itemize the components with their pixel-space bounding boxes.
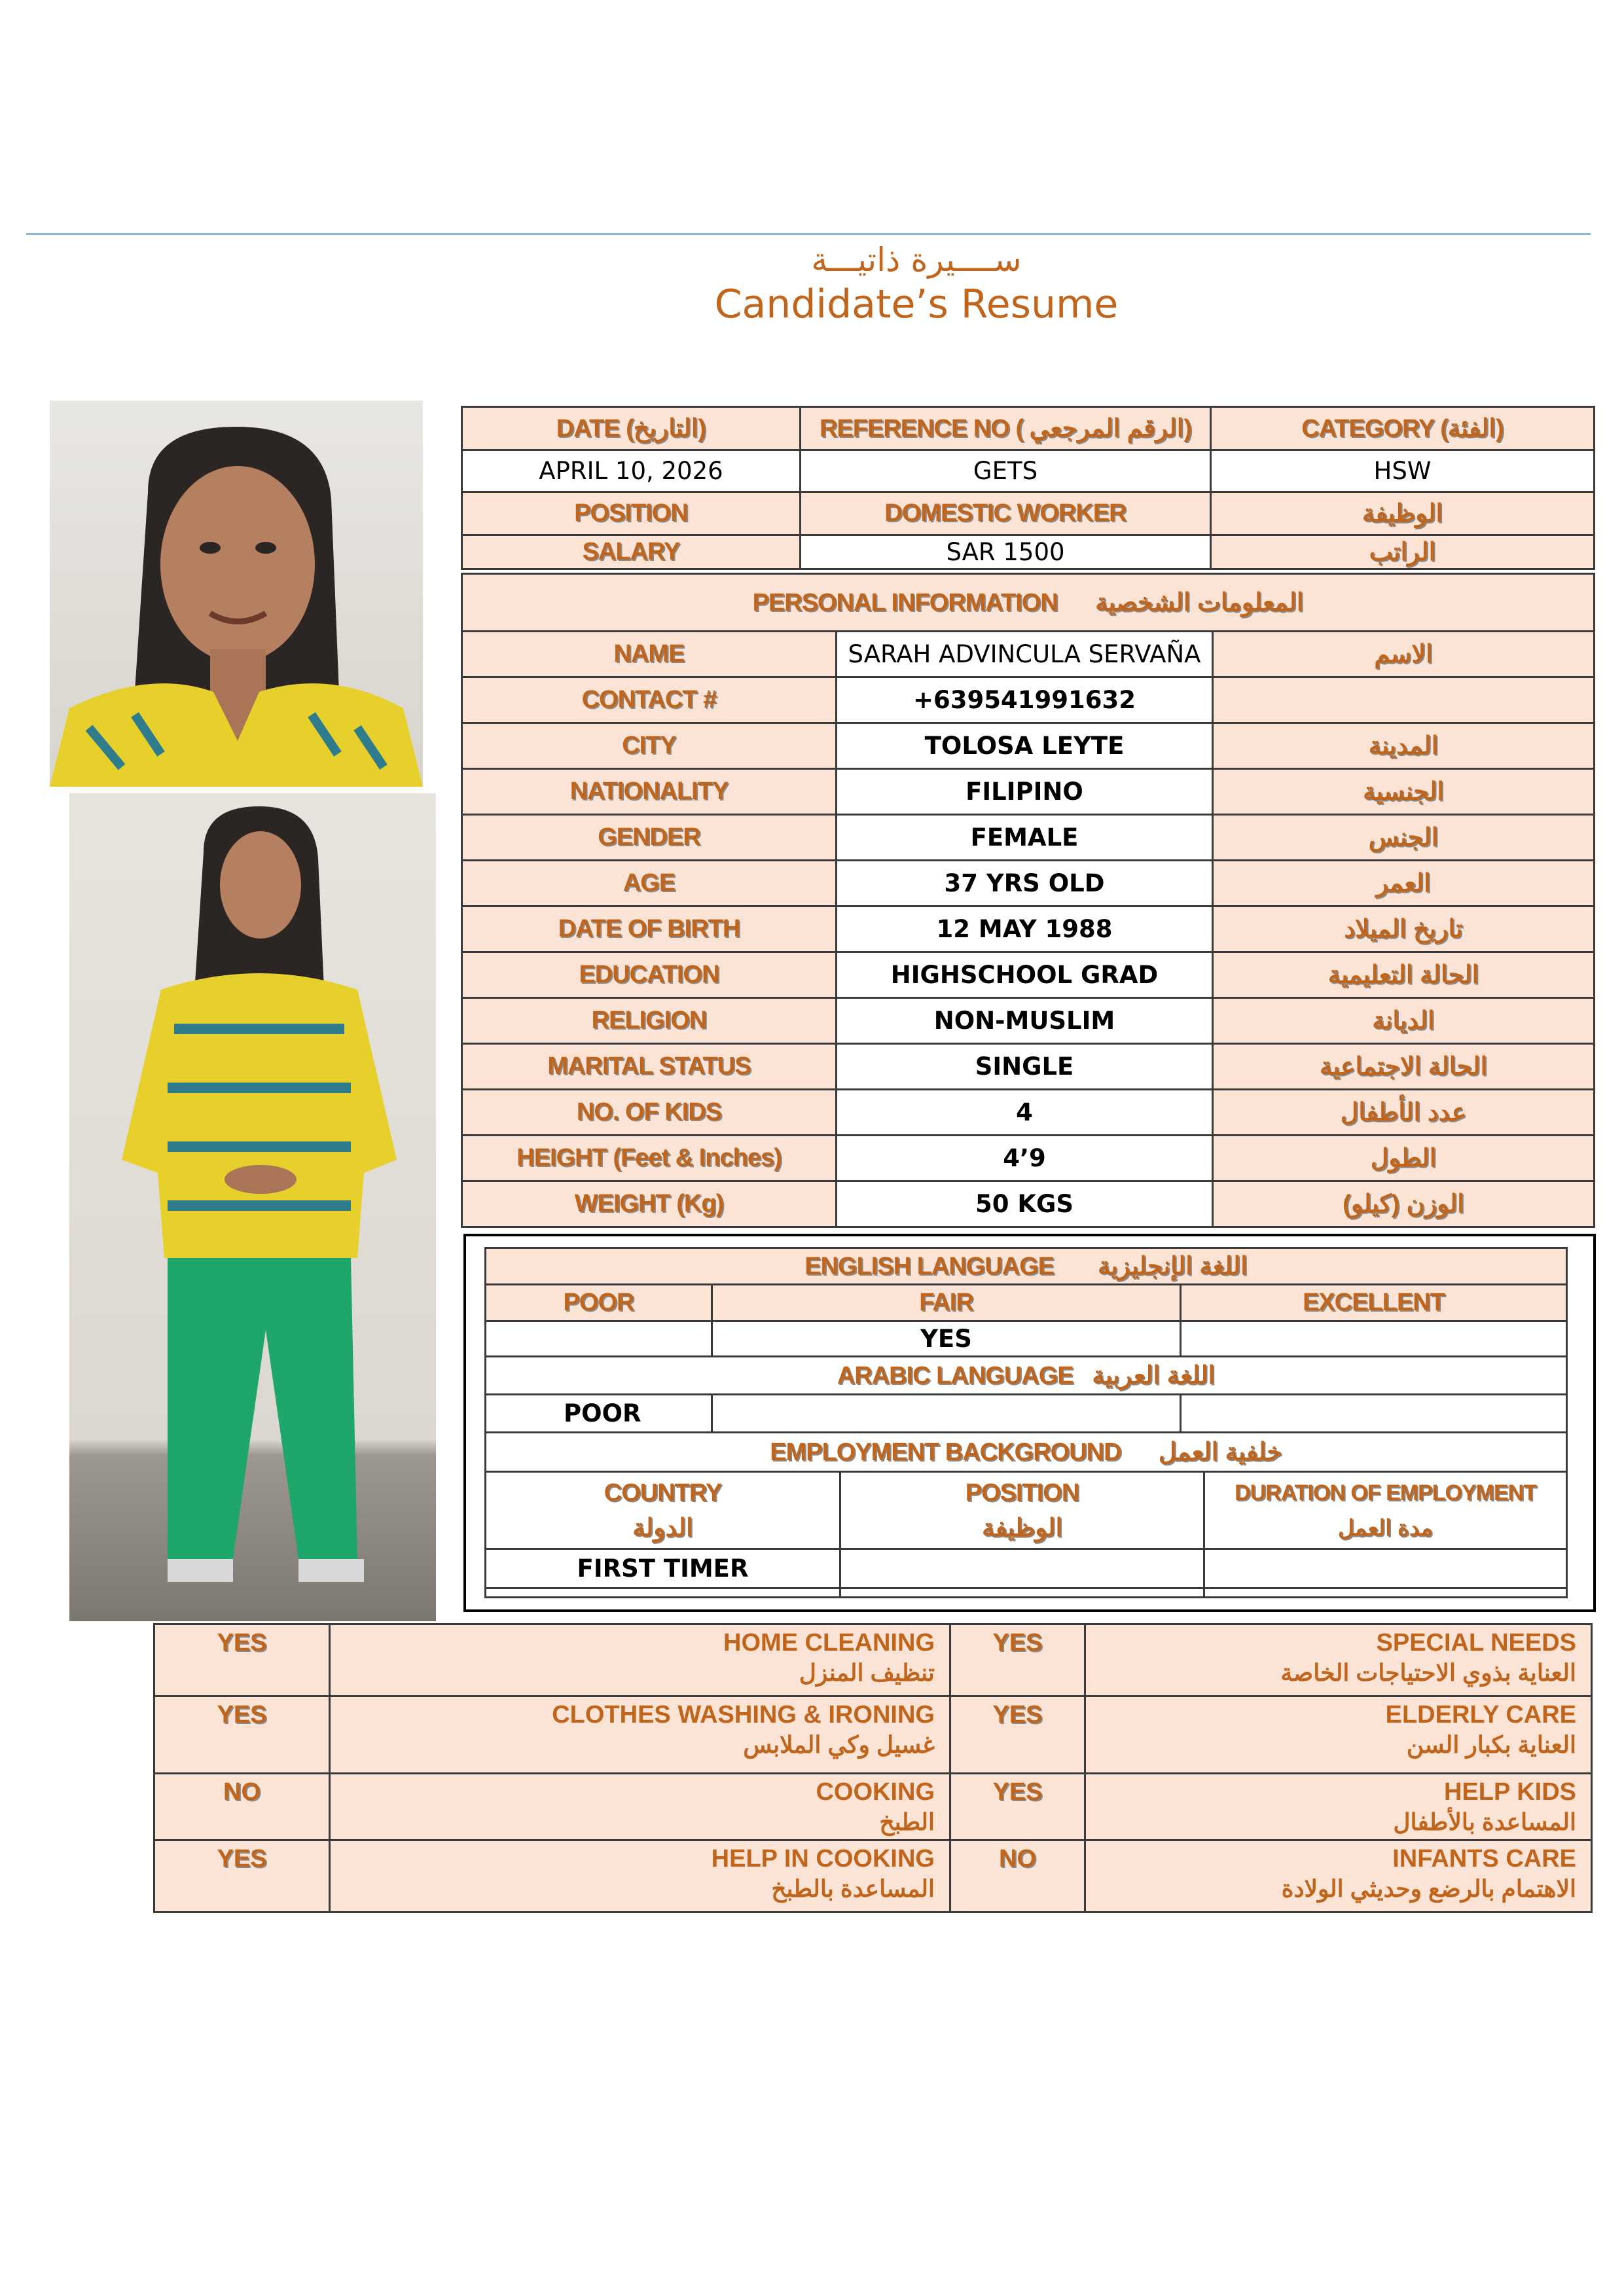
position-value: DOMESTIC WORKER	[801, 492, 1211, 535]
skill-infants-care	[1085, 1840, 1592, 1912]
arabic-fair-cell	[712, 1395, 1181, 1433]
age-value: 37 YRS OLD	[837, 861, 1213, 906]
summary-table	[461, 406, 1595, 570]
skill-cooking	[330, 1774, 950, 1840]
nationality-value: FILIPINO	[837, 769, 1213, 815]
skill-home-cleaning	[330, 1624, 950, 1696]
dob-label: DATE OF BIRTH	[462, 906, 837, 952]
nationality-label-ar: الجنسية	[1213, 769, 1595, 815]
level-fair: FAIR	[712, 1285, 1181, 1321]
gender-label: GENDER	[462, 815, 837, 861]
position-label: POSITION	[462, 492, 801, 535]
name-label-ar: الاسم	[1213, 632, 1595, 677]
header-rule	[26, 233, 1591, 235]
weight-value: 50 KGS	[837, 1181, 1213, 1227]
date-header: DATE (التاريخ)	[462, 407, 801, 450]
personal-information-table	[461, 573, 1595, 1228]
name-value: SARAH ADVINCULA SERVAÑA	[837, 632, 1213, 677]
dob-value: 12 MAY 1988	[837, 906, 1213, 952]
candidate-full-body-photo	[69, 793, 436, 1621]
skill-answer: YES	[950, 1624, 1085, 1696]
arabic-language-title	[486, 1357, 1567, 1395]
position-header-en: POSITION	[965, 1479, 1079, 1507]
level-poor: POOR	[486, 1285, 712, 1321]
employment-title-ar: خلفية العمل	[1158, 1439, 1282, 1466]
candidate-portrait-photo	[50, 401, 423, 787]
age-label-ar: العمر	[1213, 861, 1595, 906]
age-label: AGE	[462, 861, 837, 906]
duration-header	[1204, 1472, 1567, 1549]
skill-label-ar: المساعدة بالأطفال	[1393, 1808, 1576, 1835]
employment-spacer-cell-1	[486, 1588, 840, 1598]
country-header-ar: الدولة	[632, 1514, 693, 1542]
reference-header: REFERENCE NO ( الرقم المرجعي)	[801, 407, 1211, 450]
skill-label-en: INFANTS CARE	[1392, 1845, 1576, 1873]
contact-label-ar	[1213, 677, 1595, 723]
skill-answer: YES	[950, 1774, 1085, 1840]
city-label: CITY	[462, 723, 837, 769]
skill-label-ar: الاهتمام بالرضع وحديثي الولادة	[1281, 1875, 1576, 1902]
skill-label-en: HELP IN COOKING	[711, 1845, 935, 1873]
skills-table	[153, 1623, 1593, 1913]
skill-answer: YES	[154, 1840, 330, 1912]
city-label-ar: المدينة	[1213, 723, 1595, 769]
position-header-ar: الوظيفة	[981, 1514, 1063, 1542]
religion-value: NON-MUSLIM	[837, 998, 1213, 1044]
english-excellent-cell	[1181, 1321, 1567, 1357]
skill-label-en: COOKING	[816, 1778, 935, 1806]
duration-header-en: DURATION OF EMPLOYMENT	[1235, 1480, 1536, 1505]
employment-country-cell: FIRST TIMER	[486, 1549, 840, 1588]
skill-label-ar: المساعدة بالطبخ	[771, 1875, 935, 1902]
personal-title-ar: المعلومات الشخصية	[1095, 589, 1304, 617]
arabic-title-ar: اللغة العربية	[1092, 1362, 1216, 1390]
marital-status-value: SINGLE	[837, 1044, 1213, 1090]
level-excellent: EXCELLENT	[1181, 1285, 1567, 1321]
marital-status-label: MARITAL STATUS	[462, 1044, 837, 1090]
skill-label-en: HELP KIDS	[1443, 1778, 1576, 1806]
city-value: TOLOSA LEYTE	[837, 723, 1213, 769]
date-value: APRIL 10, 2026	[462, 450, 801, 492]
contact-value: +639541991632	[837, 677, 1213, 723]
arabic-level-value: POOR	[486, 1395, 712, 1433]
skill-answer: YES	[950, 1696, 1085, 1774]
dob-label-ar: تاريخ الميلاد	[1213, 906, 1595, 952]
arabic-excellent-cell	[1181, 1395, 1567, 1433]
skill-label-en: ELDERLY CARE	[1385, 1701, 1576, 1729]
height-label-ar: الطول	[1213, 1136, 1595, 1181]
personal-title-en: PERSONAL INFORMATION	[752, 589, 1058, 617]
skill-help-in-cooking	[330, 1840, 950, 1912]
title-arabic: ســــيرة ذاتيـــة	[811, 241, 1022, 279]
kids-value: 4	[837, 1090, 1213, 1136]
education-label: EDUCATION	[462, 952, 837, 998]
title-english: Candidate’s Resume	[714, 281, 1119, 327]
english-poor-cell	[486, 1321, 712, 1357]
skill-label-ar: غسيل وكي الملابس	[743, 1731, 935, 1758]
skill-answer: YES	[154, 1624, 330, 1696]
reference-value: GETS	[801, 450, 1211, 492]
nationality-label: NATIONALITY	[462, 769, 837, 815]
skill-clothes-washing	[330, 1696, 950, 1774]
english-language-title	[486, 1248, 1567, 1285]
religion-label-ar: الديانة	[1213, 998, 1595, 1044]
english-fair-cell: YES	[712, 1321, 1181, 1357]
duration-header-ar: مدة العمل	[1338, 1515, 1433, 1541]
weight-label-ar: الوزن (كيلو)	[1213, 1181, 1595, 1227]
education-label-ar: الحالة التعليمية	[1213, 952, 1595, 998]
gender-value: FEMALE	[837, 815, 1213, 861]
salary-label: SALARY	[462, 535, 801, 569]
skill-help-kids	[1085, 1774, 1592, 1840]
employment-duration-cell	[1204, 1549, 1567, 1588]
height-value: 4’9	[837, 1136, 1213, 1181]
skill-answer: NO	[154, 1774, 330, 1840]
skill-label-ar: الطبخ	[879, 1808, 935, 1835]
skill-label-en: HOME CLEANING	[723, 1629, 935, 1657]
weight-label: WEIGHT (Kg)	[462, 1181, 837, 1227]
category-header: CATEGORY (الفئة)	[1211, 407, 1595, 450]
personal-information-title	[462, 574, 1595, 632]
skill-label-ar: تنظيف المنزل	[799, 1659, 935, 1686]
height-label: HEIGHT (Feet & Inches)	[462, 1136, 837, 1181]
english-title-en: ENGLISH LANGUAGE	[804, 1253, 1055, 1280]
skill-label-en: SPECIAL NEEDS	[1376, 1629, 1576, 1657]
category-value: HSW	[1211, 450, 1595, 492]
employment-title-en: EMPLOYMENT BACKGROUND	[770, 1439, 1121, 1466]
contact-label: CONTACT #	[462, 677, 837, 723]
gender-label-ar: الجنس	[1213, 815, 1595, 861]
marital-status-label-ar: الحالة الاجتماعية	[1213, 1044, 1595, 1090]
salary-value: SAR 1500	[801, 535, 1211, 569]
position-header	[840, 1472, 1204, 1549]
skill-label-ar: العناية بذوي الاحتياجات الخاصة	[1280, 1659, 1576, 1686]
education-value: HIGHSCHOOL GRAD	[837, 952, 1213, 998]
english-title-ar: اللغة الإنجليزية	[1098, 1253, 1248, 1280]
skill-label-ar: العناية بكبار السن	[1406, 1731, 1576, 1758]
position-label-ar: الوظيفة	[1211, 492, 1595, 535]
skill-label-en: CLOTHES WASHING & IRONING	[552, 1701, 935, 1729]
skill-special-needs	[1085, 1624, 1592, 1696]
country-header	[486, 1472, 840, 1549]
kids-label: NO. OF KIDS	[462, 1090, 837, 1136]
skill-elderly-care	[1085, 1696, 1592, 1774]
employment-spacer-cell-2	[840, 1588, 1204, 1598]
employment-position-cell	[840, 1549, 1204, 1588]
skill-answer: YES	[154, 1696, 330, 1774]
employment-spacer-cell-3	[1204, 1588, 1567, 1598]
kids-label-ar: عدد الأطفال	[1213, 1090, 1595, 1136]
arabic-title-en: ARABIC LANGUAGE	[837, 1362, 1074, 1390]
skill-answer: NO	[950, 1840, 1085, 1912]
name-label: NAME	[462, 632, 837, 677]
salary-label-ar: الراتب	[1211, 535, 1595, 569]
country-header-en: COUNTRY	[604, 1479, 722, 1507]
language-employment-table	[484, 1247, 1568, 1598]
employment-background-title	[486, 1433, 1567, 1472]
religion-label: RELIGION	[462, 998, 837, 1044]
